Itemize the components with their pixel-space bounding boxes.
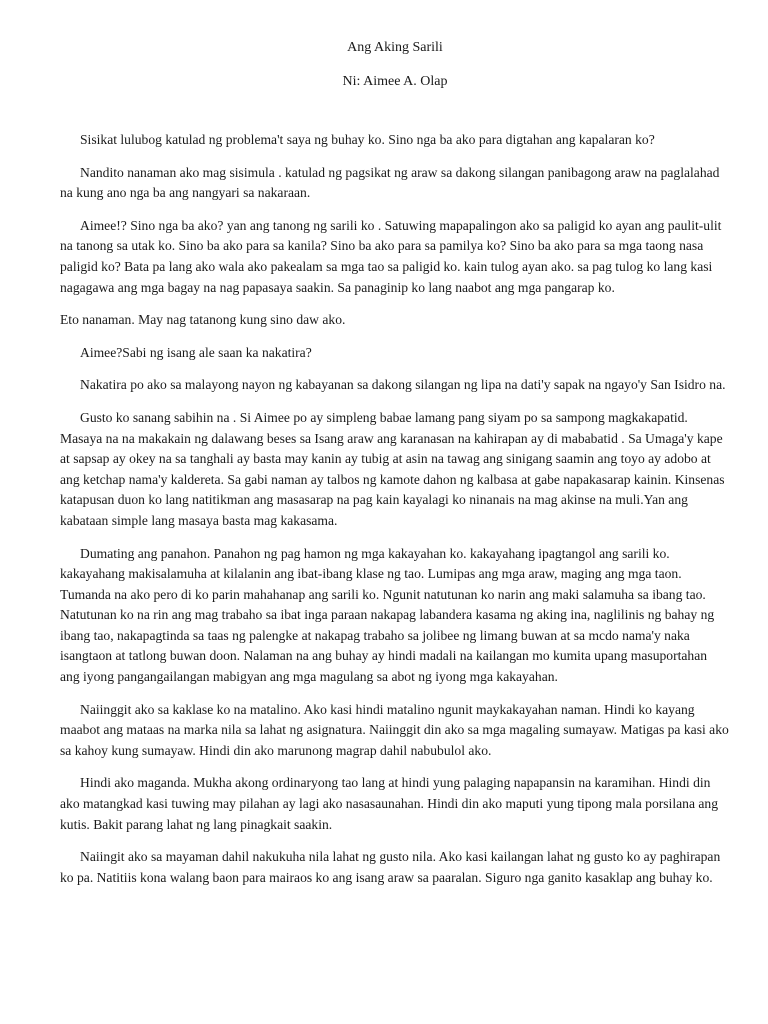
paragraph-8: Dumating ang panahon. Panahon ng pag hamon ng mga kakayahan ko. kakayahang ipagtangol ang sarili ko. kakayahang makisalamuha at kilalanin ang ibat-ibang klase ng tao. Lumipas ang mga araw, maging ang mga taon. Tumanda na ako pero di ko parin mahahanap ang sarili ko. Ngunit natutunan ko narin ang maki salamuha sa ibang tao. Natutunan ko na rin ang mag trabaho sa ibat inga paraan nakapag labandera kasama ng aking ina, naglilinis ng bahay ng ibang tao, nakapagtinda sa taas ng palengke at nakapag trabaho sa jolibee ng limang buwan at sa mcdo nama'y naka isangtaon at tatlong buwan doon. Nalaman na ang buhay ay hindi madali na kailangan mo kumita upang masuportahan ang iyong pangangailangan mabigyan ang mga magulang sa abot ng iyong mga kakayahan. <box>60 545 715 685</box>
paragraph-2: Nandito nanaman ako mag sisimula . katulad ng pagsikat ng araw sa dakong silangan panibagong araw na paglalahad na kung ano nga ba ang nangyari sa nakaraan. <box>60 164 720 201</box>
paragraph-7: Gusto ko sanang sabihin na . Si Aimee po ay simpleng babae lamang pang siyam po sa sampong magkakapatid. Masaya na na makakain ng dalawang beses sa Isang araw ang karanasan na kahirapan ay di mababatid . Sa Umaga'y kape at sapsap ay okey na sa tanghali ay basta may kanin ay tubig at asin na tawag ang sinigang saamin ang toyo ay adobo at ang ketchap nama'y kaldereta. Sa gabi naman ay talbos ng kamote dahon ng kalbasa at gabe napakasarap kainin. Kinsenas katapusan duon ko lang natitikman ang masasarap na pag kain kayalagi ko ninanais na mag akinse na muli.Yan ang kabataan simple lang masaya basta mag kakasama. <box>60 409 725 528</box>
paragraph-10: Hindi ako maganda. Mukha akong ordinaryong tao lang at hindi yung palaging napapansin na karamihan. Hindi din ako matangkad kasi tuwing may pilahan ay lagi ako nasasaunahan. Hindi din ako maputi yung tipong mala porsilana ang kutis. Bakit parang lahat ng lang pinagkait saakin. <box>60 775 719 832</box>
paragraph-3: Aimee!? Sino nga ba ako? yan ang tanong ng sarili ko . Satuwing mapapalingon ako sa paligid ko ayan ang paulit-ulit na tanong sa utak ko. Sino ba ako para sa kanila? Sino ba ako para sa pamilya ko? Sino ba ako para sa mga taong nasa paligid ko? Bata pa lang ako wala ako pakealam sa mga tao sa paligid ko. kain tulog ayan ako. sa pag tulog ko lang kasi nagagawa ang mga bagay na nag papasaya saakin. Sa panaginip ko lang naabot ang mga pangarap ko. <box>60 217 722 295</box>
document-title: Ang Aking Sarili <box>347 40 443 55</box>
paragraph-11: Naiingit ako sa mayaman dahil nakukuha nila lahat ng gusto nila. Ako kasi kailangan lahat ng gusto ko ay paghirapan ko pa. Natitiis kona walang baon para mairaos ko ang isang araw sa paaralan. Siguro nga ganito kasaklap ang buhay ko. <box>60 849 721 885</box>
paragraph-6: Nakatira po ako sa malayong nayon ng kabayanan sa dakong silangan ng lipa na dati'y sapak na ngayo'y San Isidro na. <box>80 377 726 393</box>
document-author: Ni: Aimee A. Olap <box>342 74 448 89</box>
paragraph-5: Aimee?Sabi ng isang ale saan ka nakatira? <box>80 344 312 360</box>
paragraph-4: Eto nanaman. May nag tatanong kung sino daw ako. <box>60 312 346 328</box>
paragraph-1: Sisikat lulubog katulad ng problema't saya ng buhay ko. Sino nga ba ako para digtahan ang kapalaran ko? <box>80 132 655 147</box>
paragraph-9: Naiinggit ako sa kaklase ko na matalino. Ako kasi hindi matalino ngunit maykakayahan naman. Hindi ko kayang maabot ang mataas na marka nila sa lahat ng asignatura. Naiinggit din ako sa mga magaling sumayaw. Matigas pa kasi ako sa kahoy kung sumayaw. Hindi din ako marunong magrap dahil nabubulol ako. <box>60 701 729 758</box>
